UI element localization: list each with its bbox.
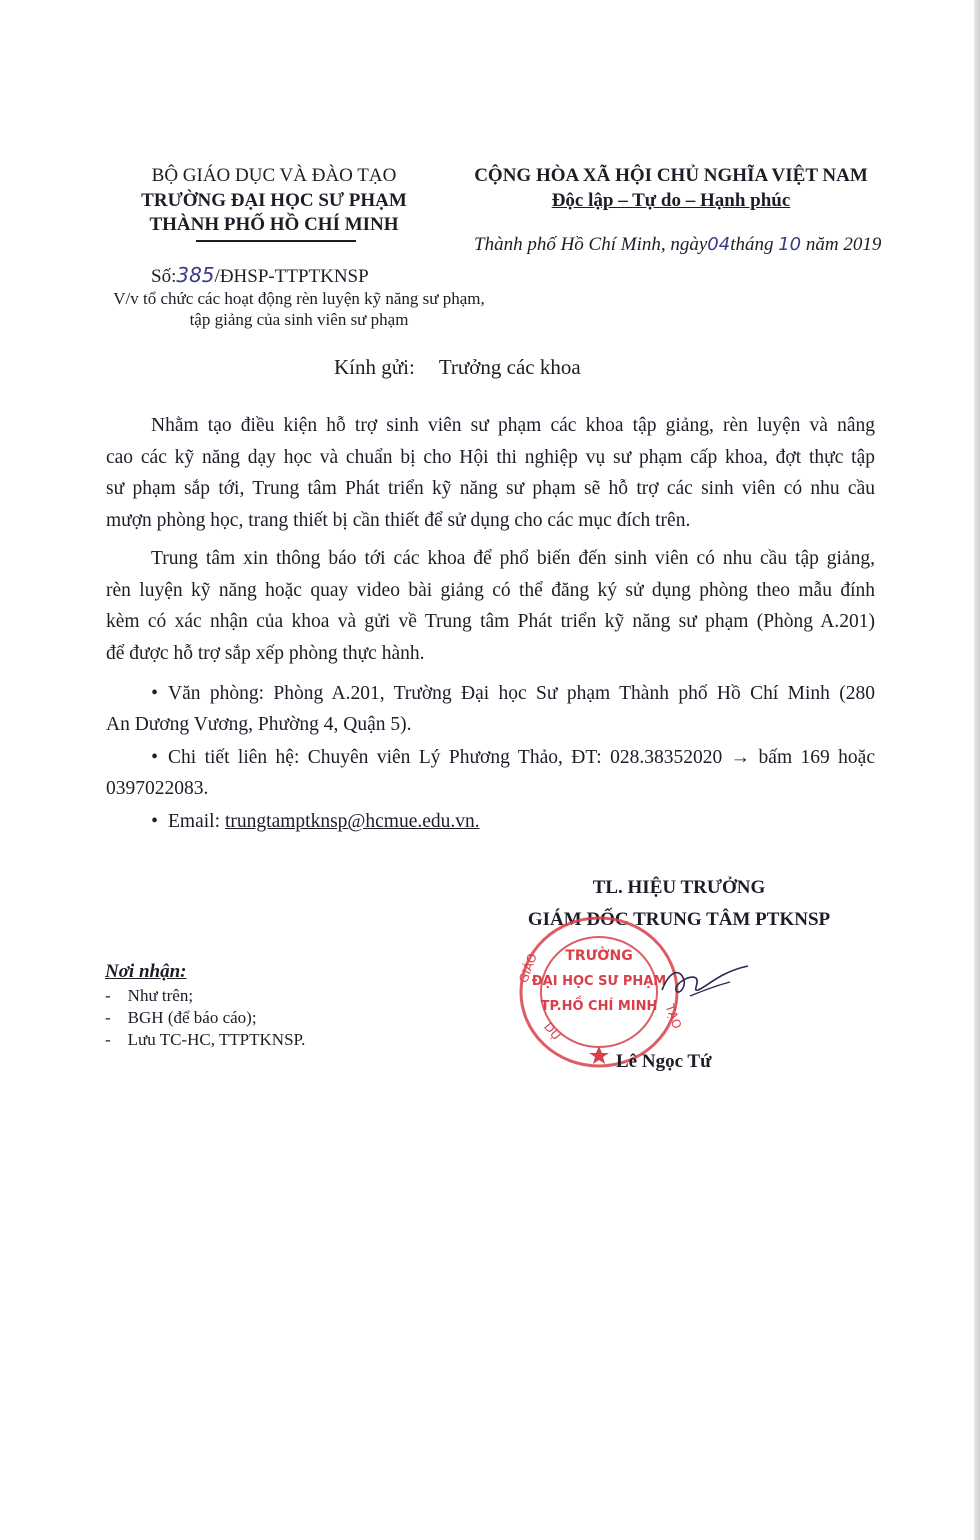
stamp-mid-text: ĐẠI HỌC SƯ PHẠM xyxy=(531,974,667,989)
republic-name: CỘNG HÒA XÃ HỘI CHỦ NGHĨA VIỆT NAM xyxy=(474,165,868,186)
recipients-title: Nơi nhận: xyxy=(105,961,187,982)
school-underline xyxy=(196,240,356,242)
recipients-item-text: BGH (để báo cáo); xyxy=(127,1008,257,1027)
contact-line1: Chi tiết liên hệ: Chuyên viên Lý Phương Thảo, ĐT: 028.38352020 → bấm 169 hoặc xyxy=(168,747,875,768)
recipient xyxy=(334,354,581,380)
contact-item xyxy=(106,742,875,773)
stamp-ring-left: GIÁO xyxy=(516,951,540,985)
contact-line2: 0397022083. xyxy=(106,778,209,799)
office-line1: Văn phòng: Phòng A.201, Trường Đại học Sư phạm Thành phố Hồ Chí Minh (280 xyxy=(168,683,875,704)
paragraph-2-line: rèn luyện kỹ năng hoặc quay video bài giảng có thể đăng ký sử dụng phòng theo mẫu đính xyxy=(106,579,875,601)
recipients-item-text: Lưu TC-HC, TTPTKNSP. xyxy=(127,1030,306,1049)
date-month: 10 xyxy=(778,234,802,255)
office-item xyxy=(106,678,875,709)
scan-edge xyxy=(974,0,980,1540)
paragraph-1 xyxy=(106,410,875,536)
issue-date xyxy=(474,233,881,257)
signature-title2: GIÁM ĐỐC TRUNG TÂM PTKNSP xyxy=(527,909,831,930)
signature-scribble-icon xyxy=(650,960,760,1010)
school-name-line2: THÀNH PHỐ HỒ CHÍ MINH xyxy=(149,214,399,235)
subject-line1: V/v tổ chức các hoạt động rèn luyện kỹ năng sư phạm, xyxy=(113,289,485,308)
paragraph-2-line: Trung tâm xin thông báo tới các khoa để phổ biến đến sinh viên có nhu cầu tập giảng, xyxy=(151,548,875,569)
paragraph-2 xyxy=(106,543,875,669)
office-line2: An Dương Vương, Phường 4, Quận 5). xyxy=(106,714,412,735)
stamp-bottom-text: TP.HỒ CHÍ MINH xyxy=(540,999,658,1014)
bullet-icon: • xyxy=(151,811,158,832)
contact-list xyxy=(106,678,875,837)
signature-title1: TL. HIỆU TRƯỞNG xyxy=(592,877,766,898)
paragraph-1-line: cao các kỹ năng dạy học và chuẩn bị cho Hội thi nghiệp vụ sư phạm cấp khoa, đợt thực tập xyxy=(106,446,875,468)
date-part3: năm 2019 xyxy=(805,234,882,255)
recipients-item-text: Như trên; xyxy=(127,986,194,1005)
date-day: 04 xyxy=(707,234,731,255)
recipient-label: Kính gửi: xyxy=(334,355,415,379)
stamp-star-icon xyxy=(589,1046,609,1064)
number-suffix: /ĐHSP-TTPTKNSP xyxy=(214,266,369,287)
recipients-item: - BGH (để báo cáo); xyxy=(105,1008,257,1027)
paragraph-2-line: để được hỗ trợ sắp xếp phòng thực hành. xyxy=(106,642,425,664)
recipients-list xyxy=(105,960,305,1051)
email-label: Email: xyxy=(168,811,220,832)
stamp-ring-bottom-left: DỤ xyxy=(541,1019,564,1043)
recipient-value: Trưởng các khoa xyxy=(438,355,581,379)
date-part2: tháng xyxy=(730,234,774,255)
subject-line2: tập giảng của sinh viên sư phạm xyxy=(189,310,409,329)
recipients-item: - Như trên; xyxy=(105,986,194,1005)
paragraph-1-line: mượn phòng học, trang thiết bị cần thiết để sử dụng cho các mục đích trên. xyxy=(106,509,691,531)
stamp-ring-right: TẠO xyxy=(662,1002,685,1031)
date-part1: Thành phố Hồ Chí Minh, ngày xyxy=(474,234,708,255)
stamp-top-text: TRƯỜNG xyxy=(565,948,633,964)
signer-name: Lê Ngọc Tứ xyxy=(616,1051,712,1072)
school-name-line1: TRƯỜNG ĐẠI HỌC SƯ PHẠM xyxy=(141,190,407,211)
paragraph-1-line: Nhằm tạo điều kiện hỗ trợ sinh viên sư phạm các khoa tập giảng, rèn luyện và nâng xyxy=(151,415,875,436)
number-handwritten: 385 xyxy=(176,263,215,287)
email-item xyxy=(106,806,875,837)
ministry-name: BỘ GIÁO DỤC VÀ ĐÀO TẠO xyxy=(151,165,397,186)
paragraph-1-line: sư phạm sắp tới, Trung tâm Phát triển kỹ năng sư phạm sẽ hỗ trợ các sinh viên có nhu cầu xyxy=(106,478,875,499)
email-link[interactable]: trungtamptknsp@hcmue.edu.vn. xyxy=(225,811,480,832)
handwritten-signature xyxy=(650,960,760,1010)
bullet-icon: • xyxy=(151,683,158,704)
bullet-icon: • xyxy=(151,747,158,768)
national-motto: Độc lập – Tự do – Hạnh phúc xyxy=(551,190,791,211)
recipients-item: - Lưu TC-HC, TTPTKNSP. xyxy=(105,1030,306,1049)
document-number xyxy=(151,263,369,289)
number-prefix: Số: xyxy=(151,266,177,287)
paragraph-2-line: kèm có xác nhận của khoa và gửi về Trung tâm Phát triển kỹ năng sư phạm (Phòng A.201) xyxy=(106,611,875,632)
